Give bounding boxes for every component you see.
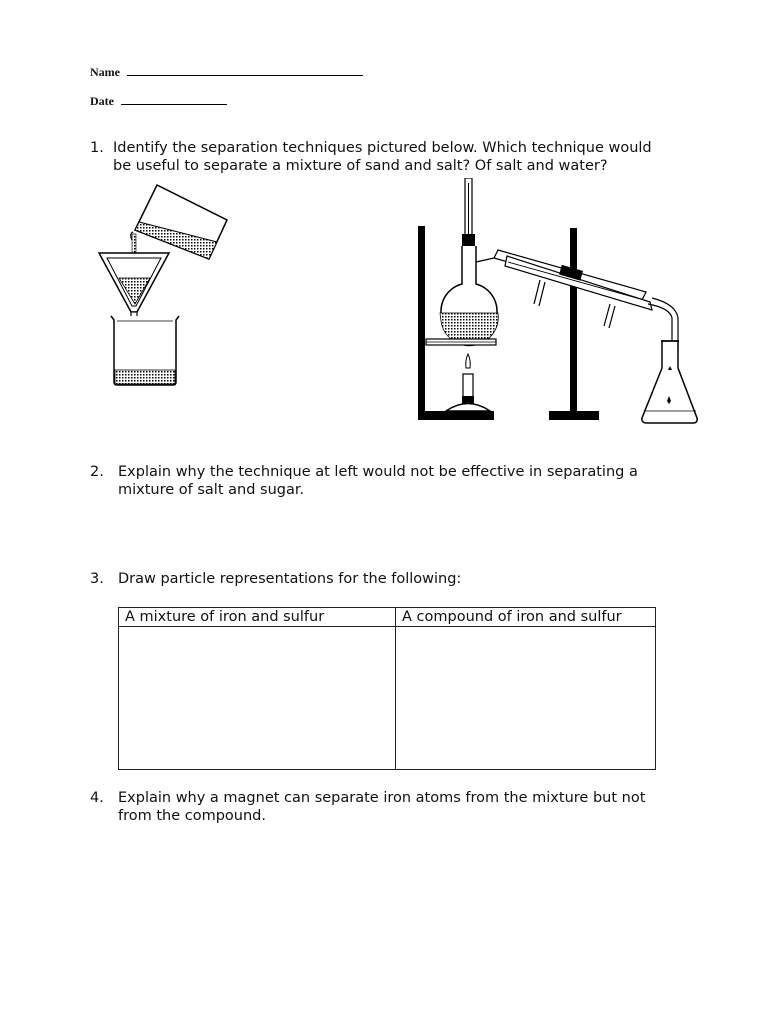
question-4-text-line1: Explain why a magnet can separate iron atoms from the mixture but not (118, 790, 646, 806)
name-label: Name (90, 65, 120, 79)
question-4-text-line2: from the compound. (118, 808, 266, 824)
ring-stand-right (549, 228, 599, 420)
question-2 (90, 463, 730, 503)
question-1-text-line2: be useful to separate a mixture of sand and salt? Of salt and water? (113, 158, 608, 174)
receiving-beaker (111, 316, 179, 385)
question-2-text-line1: Explain why the technique at left would not be effective in separating a (118, 464, 638, 480)
name-field[interactable] (90, 65, 363, 80)
question-1-text-line1: Identify the separation techniques pictured below. Which technique would (113, 140, 652, 156)
flask-support-platform (426, 339, 496, 345)
table-header-compound: A compound of iron and sulfur (396, 608, 656, 627)
thermometer (462, 178, 475, 246)
date-blank-line[interactable] (121, 94, 227, 105)
table-header-mixture: A mixture of iron and sulfur (119, 608, 396, 627)
question-1-number: 1. (90, 140, 104, 156)
date-field[interactable] (90, 94, 227, 109)
round-bottom-flask (440, 246, 498, 346)
particle-drawing-table (118, 607, 656, 770)
erlenmeyer-flask (642, 341, 697, 423)
condenser (494, 250, 678, 348)
date-label: Date (90, 94, 114, 108)
question-3-text: Draw particle representations for the following: (118, 571, 462, 587)
question-4 (90, 789, 730, 829)
pouring-beaker (131, 185, 227, 259)
mixture-drawing-cell[interactable] (119, 627, 396, 770)
question-2-text-line2: mixture of salt and sugar. (118, 482, 305, 498)
bunsen-burner (446, 354, 490, 411)
compound-drawing-cell[interactable] (396, 627, 656, 770)
distillation-apparatus-figure (412, 178, 704, 428)
question-3 (90, 570, 730, 590)
filtration-apparatus-figure (95, 182, 235, 392)
question-2-number: 2. (90, 464, 104, 480)
name-blank-line[interactable] (127, 65, 363, 76)
question-3-number: 3. (90, 571, 104, 587)
question-1 (90, 139, 730, 179)
question-4-number: 4. (90, 790, 104, 806)
